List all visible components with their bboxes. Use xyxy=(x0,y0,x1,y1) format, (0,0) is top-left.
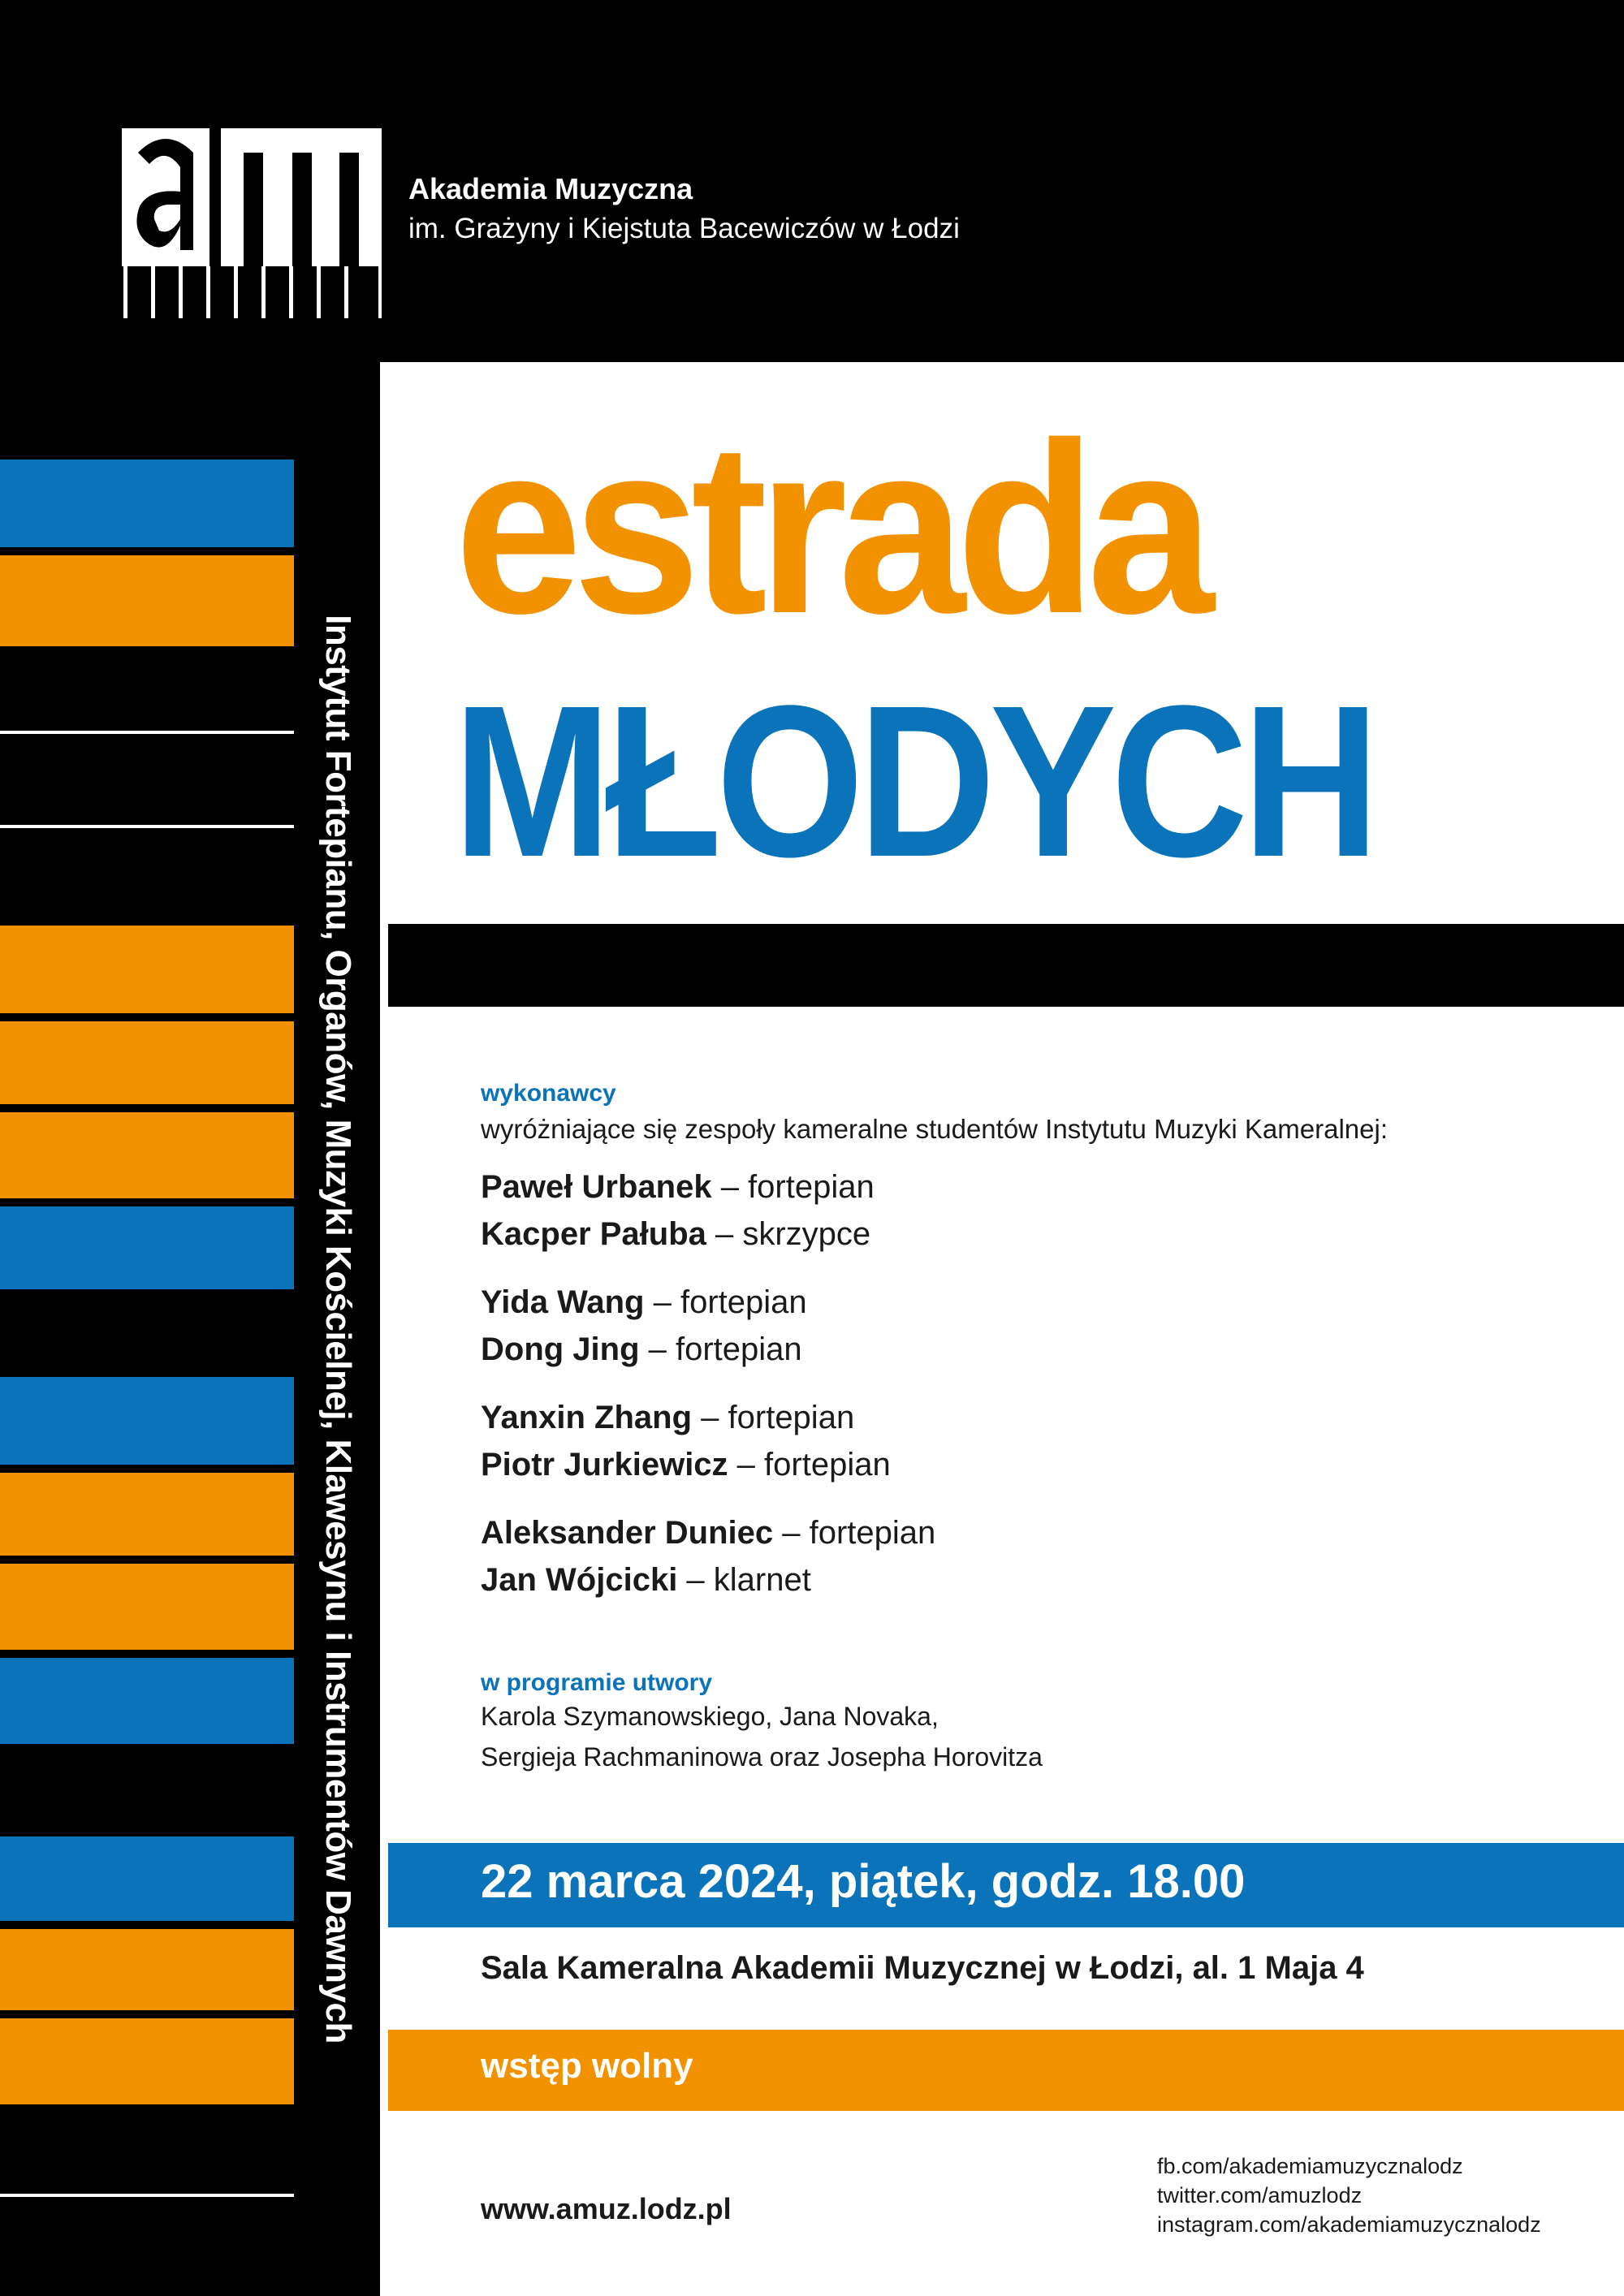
performer-row: Yanxin Zhang – fortepian xyxy=(481,1400,855,1435)
stripe-orange xyxy=(0,1021,294,1104)
stripe-blue xyxy=(0,460,294,547)
stripe-orange xyxy=(0,926,294,1013)
stripe-blue xyxy=(0,1836,294,1921)
admission-text: wstęp wolny xyxy=(481,2046,693,2086)
academy-logo-icon xyxy=(122,128,383,318)
social-link-instagram[interactable]: instagram.com/akademiamuzycznalodz xyxy=(1157,2212,1541,2237)
program-line-2: Sergieja Rachmaninowa oraz Josepha Horovitza xyxy=(481,1742,1043,1772)
institute-vertical-text: Instytut Fortepianu, Organów, Muzyki Kościelnej, Klawesynu i Instrumentów Dawnych xyxy=(318,615,358,2044)
title-estrada: estrada xyxy=(455,391,1206,664)
performer-row: Kacper Pałuba – skrzypce xyxy=(481,1216,871,1252)
performer-row: Jan Wójcicki – klarnet xyxy=(481,1562,811,1598)
event-date: 22 marca 2024, piątek, godz. 18.00 xyxy=(481,1855,1246,1908)
logo-divider xyxy=(378,128,382,318)
performer-row: Aleksander Duniec – fortepian xyxy=(481,1515,936,1551)
stripe-blue xyxy=(0,1206,294,1289)
performer-row: Piotr Jurkiewicz – fortepian xyxy=(481,1447,891,1482)
performer-row: Yida Wang – fortepian xyxy=(481,1284,807,1320)
stripe-divider xyxy=(0,731,294,734)
social-link-facebook[interactable]: fb.com/akademiamuzycznalodz xyxy=(1157,2154,1463,2178)
stripe-orange xyxy=(0,1929,294,2010)
program-line-1: Karola Szymanowskiego, Jana Novaka, xyxy=(481,1702,939,1731)
stripe-divider xyxy=(0,2194,294,2197)
social-link-twitter[interactable]: twitter.com/amuzlodz xyxy=(1157,2183,1363,2208)
website-link[interactable]: www.amuz.lodz.pl xyxy=(481,2192,732,2225)
stripe-orange xyxy=(0,1564,294,1650)
title-mlodych: MŁODYCH xyxy=(453,661,1375,902)
stripe-orange xyxy=(0,2018,294,2104)
institution-name: Akademia Muzyczna xyxy=(408,172,693,205)
performer-row: Paweł Urbanek – fortepian xyxy=(481,1169,875,1205)
stripe-blue xyxy=(0,1377,294,1465)
title-underline-bar xyxy=(388,924,1624,1007)
program-label: w programie utwory xyxy=(481,1669,713,1696)
performer-row: Dong Jing – fortepian xyxy=(481,1331,802,1367)
stripe-orange xyxy=(0,1473,294,1556)
stripe-orange xyxy=(0,1112,294,1198)
performers-list xyxy=(481,1169,1536,1624)
sidebar-vertical-text-wrap xyxy=(296,362,379,2296)
event-venue: Sala Kameralna Akademii Muzycznej w Łodzi, al. 1 Maja 4 xyxy=(481,1950,1364,1986)
social-links xyxy=(1157,2151,1541,2239)
performers-label: wykonawcy xyxy=(481,1080,616,1107)
performers-intro: wyróżniające się zespoły kameralne studentów Instytutu Muzyki Kameralnej: xyxy=(481,1114,1389,1144)
stripe-orange xyxy=(0,555,294,646)
stripe-blue xyxy=(0,1658,294,1744)
institution-subtitle: im. Grażyny i Kiejstuta Bacewiczów w Łodzi xyxy=(408,213,960,244)
stripe-divider xyxy=(0,825,294,828)
